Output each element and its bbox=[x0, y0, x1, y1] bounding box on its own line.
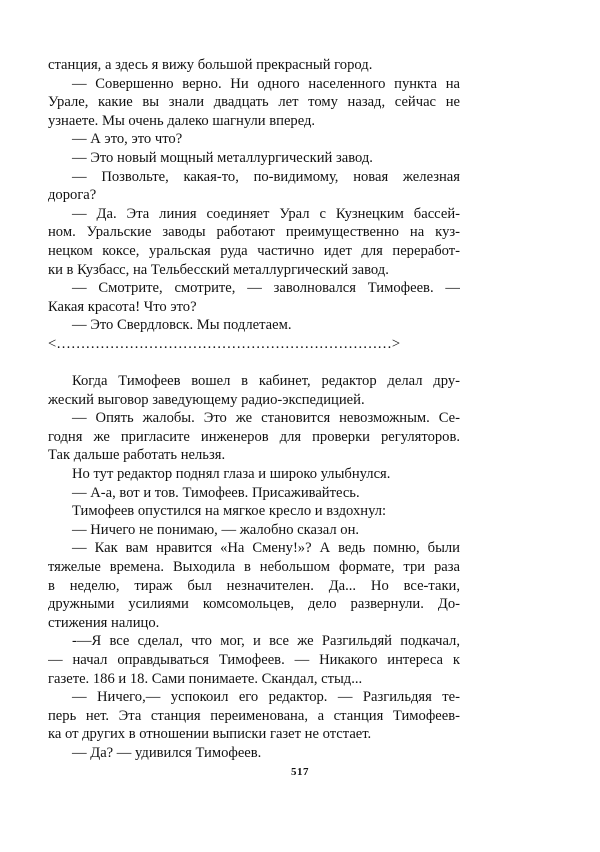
text-line: в неделю, тираж был незначителен. Да... Но все-таки, bbox=[48, 577, 460, 594]
text-line: годня же пригласите инженеров для проверки регуляторов. bbox=[48, 428, 460, 445]
text-line: узнаете. Мы очень далеко шагнули вперед. bbox=[48, 112, 316, 129]
text-line: — Как вам нравится «На Смену!»? А ведь помню, были bbox=[72, 540, 460, 557]
text-line: ном. Уральские заводы работают преимущественно на куз- bbox=[48, 224, 460, 241]
page-number: 517 bbox=[291, 766, 309, 778]
text-line: — А-а, вот и тов. Тимофеев. Присаживайтесь. bbox=[72, 484, 360, 501]
text-line: нецком коксе, уральская руда частично идет для переработ- bbox=[48, 242, 460, 259]
text-line: — Это Свердловск. Мы подлетаем. bbox=[72, 317, 292, 334]
text-line: — Это новый мощный металлургический завод. bbox=[72, 149, 373, 166]
text-line: Так дальше работать нельзя. bbox=[48, 447, 226, 464]
text-line: Но тут редактор поднял глаза и широко улыбнулся. bbox=[72, 466, 391, 483]
text-line: станция, а здесь я вижу большой прекрасный город. bbox=[48, 57, 373, 73]
text-line: Урале, какие вы знали двадцать лет тому назад, сейчас не bbox=[48, 94, 460, 111]
text-line: — Ничего не понимаю, — жалобно сказал он. bbox=[72, 521, 360, 538]
text-line: Когда Тимофеев вошел в кабинет, редактор делал дру- bbox=[72, 373, 460, 390]
ellipsis-separator: <……………………………………………………………> bbox=[48, 335, 401, 352]
text-line: — Да? — удивился Тимофеев. bbox=[72, 744, 262, 761]
text-line: Тимофеев опустился на мягкое кресло и вздохнул: bbox=[72, 503, 387, 520]
text-line: — Позвольте, какая-то, по-видимому, новая железная bbox=[72, 168, 460, 185]
text-line: жеский выговор заведующему радио-экспедицией. bbox=[48, 391, 365, 408]
text-line: -—Я все сделал, что мог, и все же Разгильдяй подкачал, bbox=[72, 633, 460, 650]
text-line: Какая красота! Что это? bbox=[48, 298, 197, 315]
text-line: — Ничего,— успокоил его редактор. — Разгильдяя те- bbox=[72, 689, 460, 706]
text-line: тяжелые времена. Выходила в небольшом формате, три раза bbox=[48, 559, 460, 576]
text-line: — А это, это что? bbox=[72, 131, 183, 148]
text-line: газете. 186 и 18. Сами понимаете. Скандал, стыд... bbox=[48, 670, 363, 687]
text-line: дружными усилиями комсомольцев, дело развернули. До- bbox=[48, 596, 460, 613]
text-column bbox=[48, 56, 460, 763]
text-line: перь нет. Эта станция переименована, а станция Тимофеев- bbox=[48, 707, 460, 724]
text-line: ка от других в отношении выписки газет не отстает. bbox=[48, 726, 372, 743]
section-gap bbox=[48, 354, 460, 373]
text-line: — Опять жалобы. Это же становится невозможным. Се- bbox=[72, 410, 460, 427]
text-line: ки в Кузбасс, на Тельбесский металлургический завод. bbox=[48, 261, 389, 278]
text-line: — Совершенно верно. Ни одного населенного пункта на bbox=[72, 75, 460, 92]
text-line: стижения налицо. bbox=[48, 614, 160, 631]
text-line: — начал оправдываться Тимофеев. — Никакого интереса к bbox=[48, 652, 460, 668]
text-line: — Смотрите, смотрите, — заволновался Тимофеев. — bbox=[72, 280, 460, 297]
text-line: — Да. Эта линия соединяет Урал с Кузнецким бассей- bbox=[72, 205, 460, 222]
text-line: дорога? bbox=[48, 187, 97, 204]
